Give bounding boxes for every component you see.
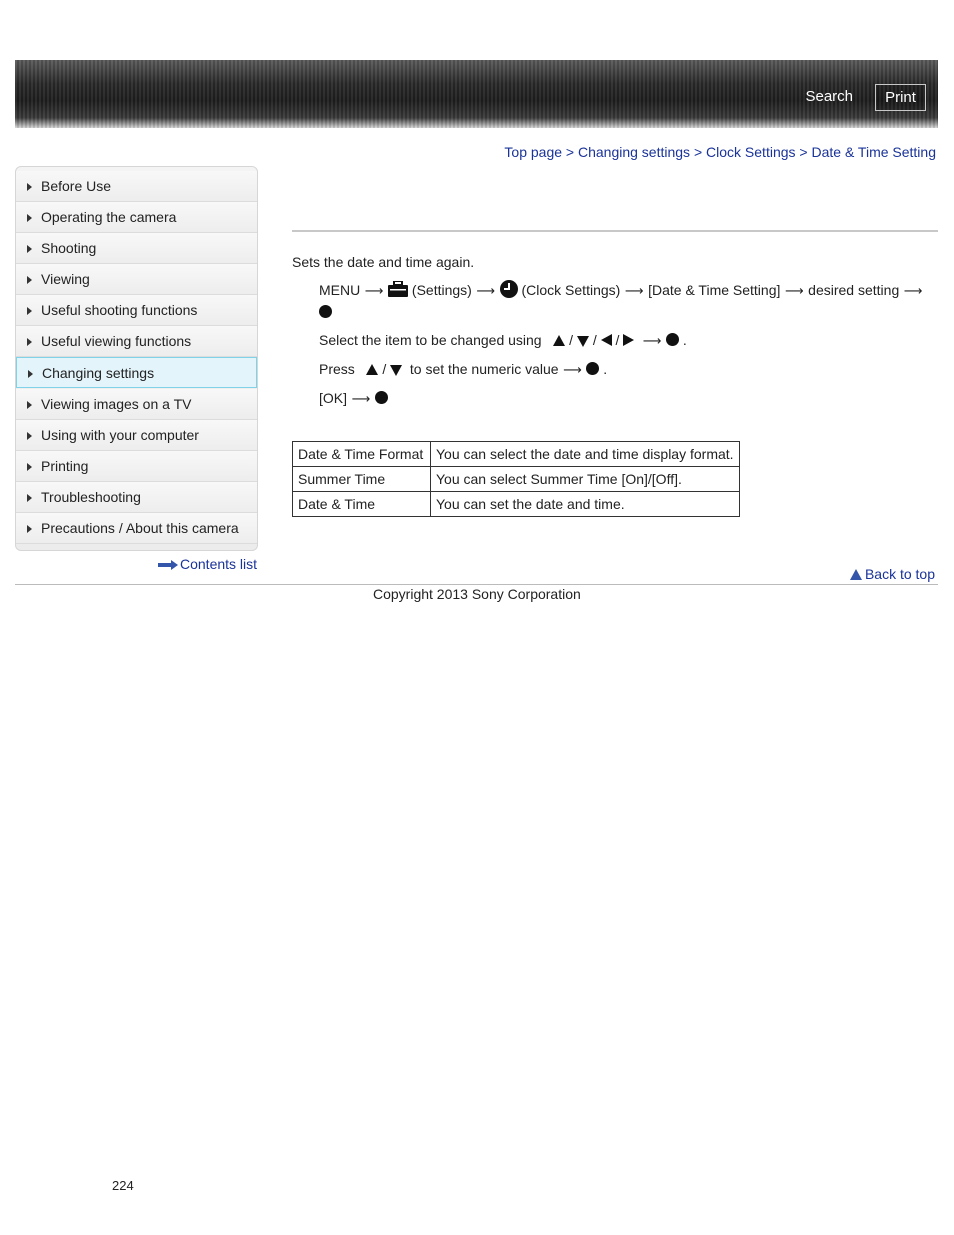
press-label: Press: [319, 361, 355, 377]
toolbox-settings-icon: [388, 281, 408, 297]
table-row: [293, 492, 740, 517]
chevron-right-icon: [27, 214, 32, 222]
step-4: [319, 390, 388, 407]
sidebar-item-label: Using with your computer: [41, 427, 199, 443]
up-arrow-icon: [850, 569, 862, 580]
arrow-icon: ⟶: [476, 283, 496, 298]
chevron-right-icon: [27, 463, 32, 471]
print-button[interactable]: Print: [875, 84, 926, 111]
arrow-icon: ⟶: [784, 283, 804, 298]
breadcrumb-top-page[interactable]: Top page: [504, 144, 563, 160]
chevron-right-icon: [27, 401, 32, 409]
menu-label: MENU: [319, 282, 361, 298]
center-button-icon: [319, 305, 332, 318]
arrow-icon: ⟶: [903, 283, 923, 298]
table-cell-item: Summer Time: [293, 467, 431, 492]
arrow-icon: ⟶: [351, 391, 371, 406]
sidebar-item-operating-the-camera[interactable]: [16, 202, 257, 233]
up-button-icon: [553, 335, 565, 346]
sidebar-item-shooting[interactable]: [16, 233, 257, 264]
desired-setting-label: desired setting: [808, 282, 900, 298]
center-button-icon: [586, 362, 599, 375]
date-time-setting-label: [Date & Time Setting]: [648, 282, 781, 298]
sidebar-item-label: Operating the camera: [41, 209, 177, 225]
table-cell-desc: You can set the date and time.: [431, 492, 740, 517]
step-1: [319, 280, 923, 299]
search-link[interactable]: Search: [805, 88, 853, 105]
sidebar-item-using-with-your-computer[interactable]: [16, 420, 257, 451]
arrow-icon: ⟶: [642, 333, 662, 348]
sidebar-item-viewing[interactable]: [16, 264, 257, 295]
sidebar-item-troubleshooting[interactable]: [16, 482, 257, 513]
chevron-right-icon: [27, 183, 32, 191]
chevron-right-icon: [27, 276, 32, 284]
sidebar-item-printing[interactable]: [16, 451, 257, 482]
center-button-icon: [666, 333, 679, 346]
title-divider: [292, 230, 938, 232]
sidebar-item-label: Before Use: [41, 178, 112, 194]
table-cell-desc: You can select Summer Time [On]/[Off].: [431, 467, 740, 492]
sidebar-item-label: Precautions / About this camera: [41, 520, 239, 536]
right-button-icon: [623, 334, 634, 346]
step-3-text: to set the numeric value: [409, 361, 559, 377]
sidebar-item-label: Printing: [41, 458, 89, 474]
sidebar-item-label: Viewing: [41, 271, 90, 287]
copyright-text: Copyright 2013 Sony Corporation: [373, 586, 581, 602]
chevron-right-icon: [28, 370, 33, 378]
sidebar-item-label: Troubleshooting: [41, 489, 141, 505]
back-to-top-label: Back to top: [864, 566, 935, 582]
period: .: [603, 361, 608, 377]
back-to-top-link[interactable]: [850, 566, 935, 582]
intro-text: Sets the date and time again.: [292, 254, 475, 270]
table-row: [293, 467, 740, 492]
down-button-icon: [390, 365, 402, 376]
table-cell-item: Date & Time: [293, 492, 431, 517]
arrow-icon: ⟶: [624, 283, 644, 298]
breadcrumb-changing-settings[interactable]: Changing settings: [577, 144, 691, 160]
chevron-right-icon: [27, 307, 32, 315]
arrow-right-icon: [158, 560, 178, 570]
chevron-right-icon: [27, 494, 32, 502]
sidebar-item-label: Viewing images on a TV: [41, 396, 192, 412]
breadcrumb-separator: >: [693, 144, 703, 160]
table-cell-item: Date & Time Format: [293, 442, 431, 467]
clock-settings-label: (Clock Settings): [521, 282, 621, 298]
chevron-right-icon: [27, 525, 32, 533]
chevron-right-icon: [27, 432, 32, 440]
sidebar-item-changing-settings[interactable]: [16, 357, 257, 388]
left-button-icon: [601, 334, 612, 346]
page-number: 224: [112, 1178, 134, 1193]
sidebar-item-useful-viewing-functions[interactable]: [16, 326, 257, 357]
settings-table: [292, 441, 740, 517]
breadcrumb-date-time-setting[interactable]: Date & Time Setting: [811, 144, 936, 160]
header-bar: [15, 60, 938, 128]
breadcrumb-clock-settings[interactable]: Clock Settings: [706, 144, 796, 160]
sidebar-item-label: Useful shooting functions: [41, 302, 198, 318]
sidebar-item-viewing-images-on-a-tv[interactable]: [16, 389, 257, 420]
slash: /: [382, 361, 387, 377]
arrow-icon: ⟶: [364, 283, 384, 298]
clock-icon: [500, 280, 518, 298]
slash: /: [592, 332, 597, 348]
breadcrumb-separator: >: [799, 144, 808, 160]
sidebar-item-label: Useful viewing functions: [41, 333, 192, 349]
arrow-icon: ⟶: [563, 362, 582, 377]
ok-label: [OK]: [319, 390, 348, 406]
step-2-text: Select the item to be changed using: [319, 332, 542, 348]
down-button-icon: [577, 336, 589, 347]
sidebar-item-useful-shooting-functions[interactable]: [16, 295, 257, 326]
sidebar-item-before-use[interactable]: [16, 171, 257, 202]
step-3: [319, 361, 607, 378]
contents-list-link[interactable]: [158, 556, 257, 572]
step-1-continued: [319, 304, 332, 320]
sidebar-nav: [15, 166, 258, 551]
footer-divider: [15, 584, 938, 585]
step-2: [319, 332, 687, 349]
breadcrumb: [504, 144, 936, 160]
breadcrumb-separator: >: [565, 144, 575, 160]
sidebar-item-label: Shooting: [41, 240, 97, 256]
settings-label: (Settings): [411, 282, 472, 298]
chevron-right-icon: [27, 338, 32, 346]
chevron-right-icon: [27, 245, 32, 253]
up-button-icon: [366, 364, 378, 375]
sidebar-item-label: Changing settings: [42, 365, 155, 381]
slash: /: [615, 332, 620, 348]
center-button-icon: [375, 391, 388, 404]
sidebar-item-precautions[interactable]: [16, 513, 257, 544]
slash: /: [569, 332, 574, 348]
period: .: [682, 332, 687, 348]
contents-list-label: Contents list: [180, 556, 258, 572]
table-cell-desc: You can select the date and time display format.: [431, 442, 740, 467]
table-row: [293, 442, 740, 467]
